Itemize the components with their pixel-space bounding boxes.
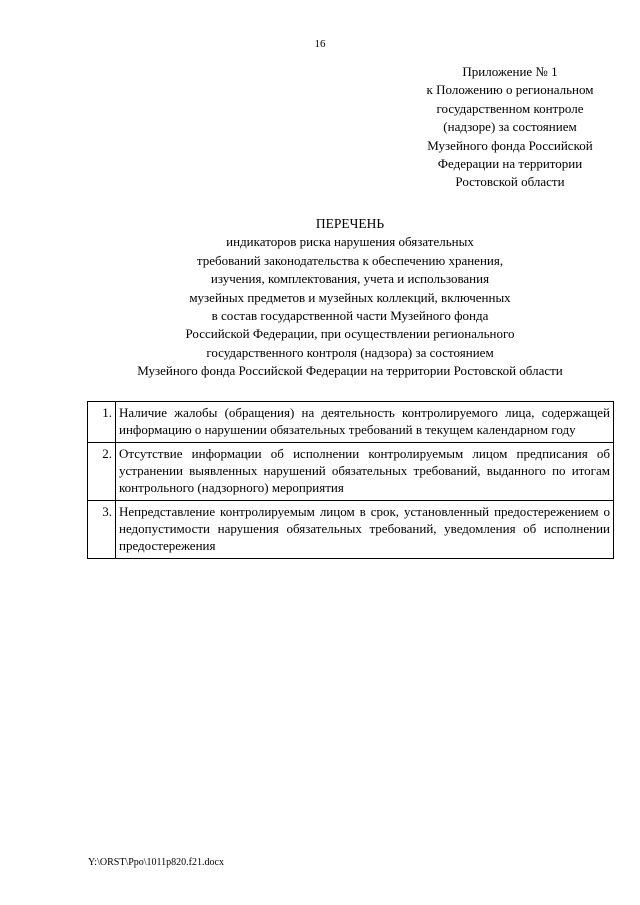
appendix-line: Музейного фонда Российской — [427, 137, 593, 153]
indicator-text: Непредставление контролируемым лицом в срок, установленный предостережением о недопустимости нарушения обязательных требований, уведомления об исполнении предостережения — [116, 501, 614, 559]
title-line: государственного контроля (надзора) за состоянием — [206, 344, 494, 360]
appendix-line: Федерации на территории — [437, 156, 583, 172]
table-row — [88, 501, 614, 559]
table-row — [88, 402, 614, 443]
title-line: Музейного фонда Российской Федерации на территории Ростовской области — [137, 363, 563, 379]
appendix-line: государственном контроле — [436, 100, 584, 116]
appendix-line: к Положению о региональном — [426, 82, 594, 98]
indicator-text: Отсутствие информации об исполнении контролируемым лицом предписания об устранении выявленных нарушений обязательных требований, выданного по итогам контрольного (надзорного) мероприятия — [116, 443, 614, 501]
title-line: в состав государственной части Музейного фонда — [211, 308, 489, 324]
title-line: Российской Федерации, при осуществлении регионального — [185, 326, 515, 342]
title-heading: ПЕРЕЧЕНЬ — [315, 216, 385, 231]
page-number: 16 — [314, 38, 326, 50]
appendix-reference — [405, 63, 615, 192]
indicator-number: 1. — [88, 402, 116, 443]
title-line: изучения, комплектования, учета и использования — [210, 271, 490, 287]
appendix-line: Приложение № 1 — [462, 64, 558, 79]
appendix-line: (надзоре) за состоянием — [443, 119, 577, 135]
footer-file-path: Y:\ORST\Ppo\1011p820.f21.docx — [88, 857, 224, 868]
title-line: требований законодательства к обеспечению хранения, — [196, 252, 504, 268]
indicator-number: 2. — [88, 443, 116, 501]
title-line: музейных предметов и музейных коллекций, включенных — [189, 289, 511, 305]
indicators-table — [87, 401, 614, 559]
indicator-text: Наличие жалобы (обращения) на деятельность контролируемого лица, содержащей информацию о нарушении обязательных требований в текущем календарном году — [116, 402, 614, 443]
document-title — [50, 215, 640, 381]
indicator-number: 3. — [88, 501, 116, 559]
title-line: индикаторов риска нарушения обязательных — [226, 234, 474, 250]
table-row — [88, 443, 614, 501]
appendix-line: Ростовской области — [455, 174, 565, 190]
